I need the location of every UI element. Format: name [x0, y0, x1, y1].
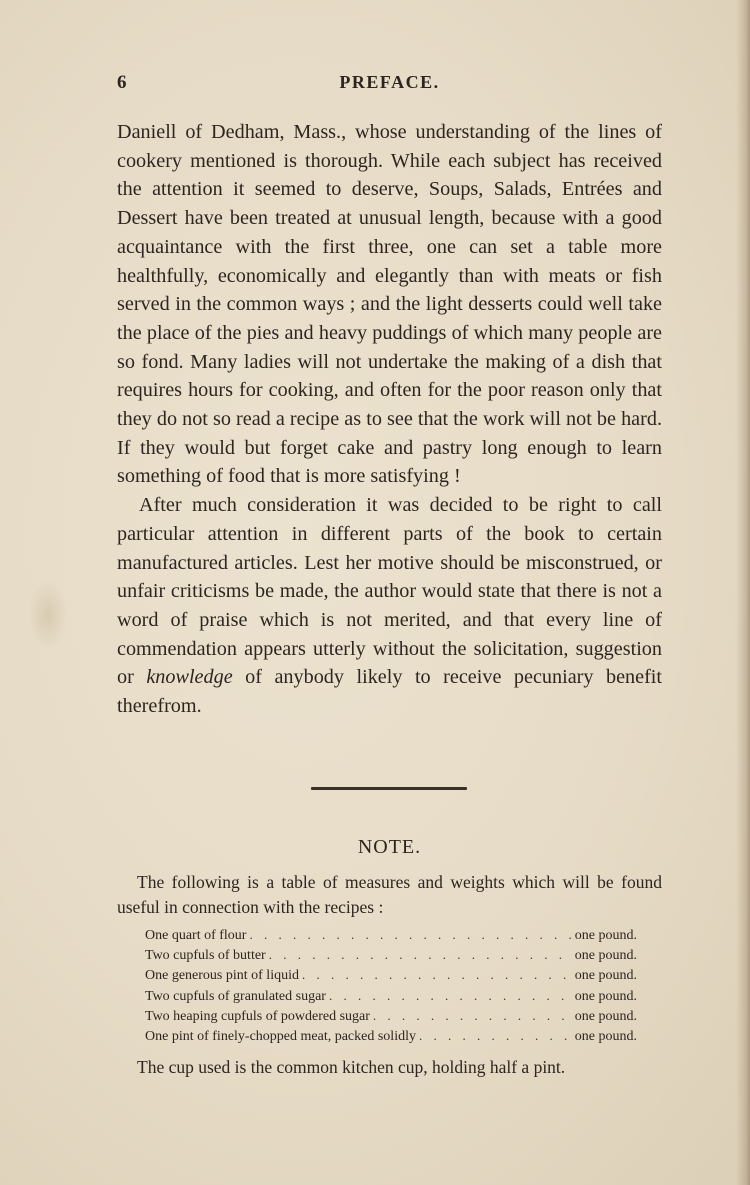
measure-item: One quart of flour [145, 928, 247, 943]
paragraph-2 [117, 491, 662, 721]
measure-amount: one pound. [574, 928, 637, 943]
leader-dots [302, 967, 572, 983]
measure-item: Two heaping cupfuls of powdered sugar [145, 1008, 370, 1024]
measure-amount: one pound. [574, 988, 637, 1004]
measure-item: One generous pint of liquid [145, 968, 299, 984]
measure-item: Two cupfuls of granulated sugar [145, 988, 326, 1004]
leader-dots [419, 1028, 572, 1044]
leader-dots [373, 1008, 572, 1024]
leader-dots [249, 927, 571, 943]
leader-dots [269, 947, 572, 963]
note-heading: NOTE. [357, 836, 422, 858]
measure-row [145, 927, 637, 947]
measure-row [145, 967, 637, 987]
page-number: 6 [117, 72, 127, 93]
measures-table [145, 927, 637, 1048]
preface-body [117, 118, 662, 721]
running-head: PREFACE. [339, 72, 440, 92]
paper-stain [28, 580, 68, 650]
paragraph-2-end: of anybody likely to receive pecuniary benefit therefrom. [117, 666, 663, 718]
note-intro [117, 870, 662, 920]
measure-amount: one pound. [574, 968, 637, 984]
paragraph-2-italic: knowledge [146, 666, 233, 689]
measure-row [145, 988, 637, 1008]
measure-item: One pint of finely-chopped meat, packed solidly [145, 1028, 416, 1044]
measure-amount: one pound. [574, 1028, 637, 1044]
note-intro-text: The following is a table of measures and weights which will be found useful in connection with the recipes : [117, 872, 662, 917]
paragraph-1: Daniell of Dedham, Mass., whose understanding of the lines of cookery mentioned is thorough. While each subject has received the attention it seemed to deserve, Soups, Salads, Entrées and Dessert have been treated at unusual length, because with a good acquaintance with the first three, one can set a table more healthfully, economically and elegantly than with meats or fish served in the common ways ; and the light desserts could well take the place of the pies and heavy puddings of which many people are so fond. Many ladies will not undertake the making of a dish that requires hours for cooking, and often for the poor reason only that they do not so read a recipe as to see that the work will not be hard. If they would but forget cake and pastry long enough to learn something of food that is more satisfying ! [117, 121, 662, 488]
section-divider [311, 787, 467, 790]
measure-row [145, 1028, 637, 1048]
measure-amount: one pound. [574, 1008, 637, 1024]
measure-row [145, 1008, 637, 1028]
measure-row [145, 947, 637, 967]
page-edge-shadow [736, 0, 750, 1185]
page-header [117, 72, 662, 102]
paragraph-2-start: After much consideration it was decided to be right to call particular attention in different parts of the book to certain manufactured articles. Lest her motive should be misconstrued, or unfair criticisms be made, the author would state that there is not a word of praise which is not merited, and that every line of commendation appears utterly without the solicitation, suggestion or [117, 494, 662, 689]
note-closing-text: The cup used is the common kitchen cup, holding half a pint. [137, 1057, 566, 1077]
measure-item: Two cupfuls of butter [145, 948, 266, 964]
leader-dots [329, 988, 572, 1004]
measure-amount: one pound. [574, 948, 637, 964]
note-closing [117, 1055, 662, 1080]
